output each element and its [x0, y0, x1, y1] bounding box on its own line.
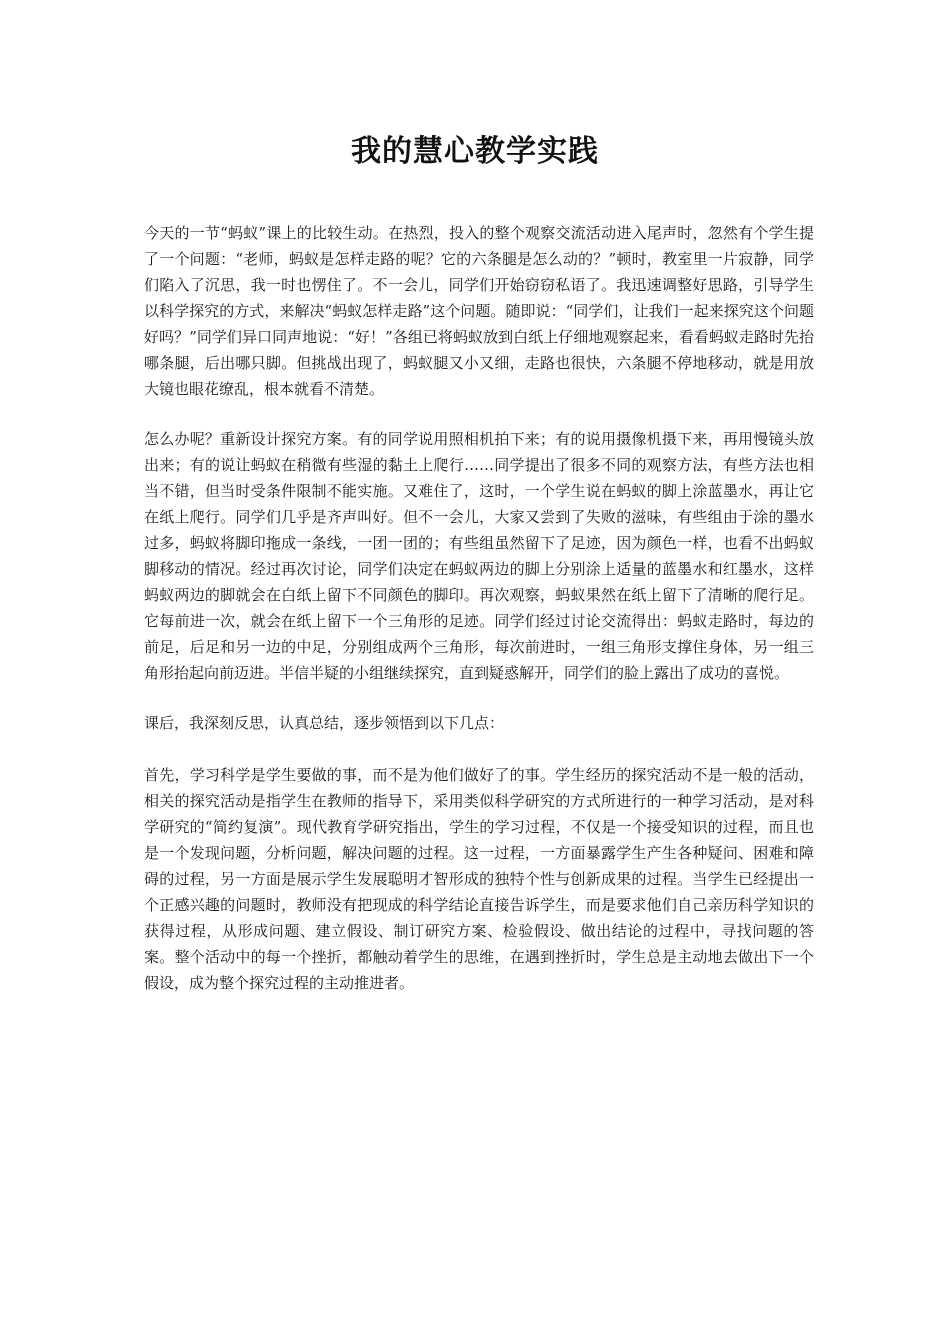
paragraph-redesign-experiment: 怎么办呢？重新设计探究方案。有的同学说用照相机拍下来；有的说用摄像机摄下来，再用慢镜头放出来；有的说让蚂蚁在稍微有些湿的黏土上爬行……同学提出了很多不同的观察方法，有些方法也相当不错，但当时受条件限制不能实施。又难住了，这时，一个学生说在蚂蚁的脚上涂蓝墨水，再让它在纸上爬行。同学们几乎是齐声叫好。但不一会儿，大家又尝到了失败的滋味，有些组由于涂的墨水过多，蚂蚁将脚印拖成一条线，一团一团的；有些组虽然留下了足迹，因为颜色一样，也看不出蚂蚁脚移动的情况。经过再次讨论，同学们决定在蚂蚁两边的脚上分别涂上适量的蓝墨水和红墨水，这样蚂蚁两边的脚就会在白纸上留下不同颜色的脚印。再次观察，蚂蚁果然在纸上留下了清晰的爬行足。它每前进一次，就会在纸上留下一个三角形的足迹。同学们经过讨论交流得出：蚂蚁走路时，每边的前足，后足和另一边的中足，分别组成两个三角形，每次前进时，一组三角形支撑住身体，另一组三角形抬起向前迈进。半信半疑的小组继续探究，直到疑惑解开，同学们的脸上露出了成功的喜悦。 — [144, 430, 814, 682]
document-body — [144, 220, 814, 1020]
paragraph-reflection-intro: 课后，我深刻反思，认真总结，逐步领悟到以下几点： — [144, 714, 505, 732]
paragraph-ant-lesson: 今天的一节“蚂蚁”课上的比较生动。在热烈，投入的整个观察交流活动进入尾声时，忽然有个学生提了一个问题：“老师，蚂蚁是怎样走路的呢？它的六条腿是怎么动的？”顿时，教室里一片寂静，同学们陷入了沉思，我一时也愣住了。不一会儿，同学们开始窃窃私语了。我迅速调整好思路，引导学生以科学探究的方式，来解决“蚂蚁怎样走路”这个问题。随即说：“同学们，让我们一起来探究这个问题好吗？”同学们异口同声地说：“好！”各组已将蚂蚁放到白纸上仔细地观察起来，看看蚂蚁走路时先抬哪条腿，后出哪只脚。但挑战出现了，蚂蚁腿又小又细，走路也很快，六条腿不停地移动，就是用放大镜也眼花缭乱，根本就看不清楚。 — [144, 224, 814, 398]
paragraph-first-point: 首先，学习科学是学生要做的事，而不是为他们做好了的事。学生经历的探究活动不是一般的活动，相关的探究活动是指学生在教师的指导下，采用类似科学研究的方式所进行的一种学习活动，是对科学研究的“简约复演”。现代教育学研究指出，学生的学习过程，不仅是一个接受知识的过程，而且也是一个发现问题，分析问题，解决问题的过程。这一过程，一方面暴露学生产生各种疑问、困难和障碍的过程，另一方面是展示学生发展聪明才智形成的独特个性与创新成果的过程。当学生已经提出一个正感兴趣的问题时，教师没有把现成的科学结论直接告诉学生，而是要求他们自己亲历科学知识的获得过程，从形成问题、建立假设、制订研究方案、检验假设、做出结论的过程中，寻找问题的答案。整个活动中的每一个挫折，都触动着学生的思维，在遇到挫折时，学生总是主动地去做出下一个假设，成为整个探究过程的主动推进者。 — [144, 766, 814, 992]
document-title: 我的慧心教学实践 — [351, 134, 599, 169]
